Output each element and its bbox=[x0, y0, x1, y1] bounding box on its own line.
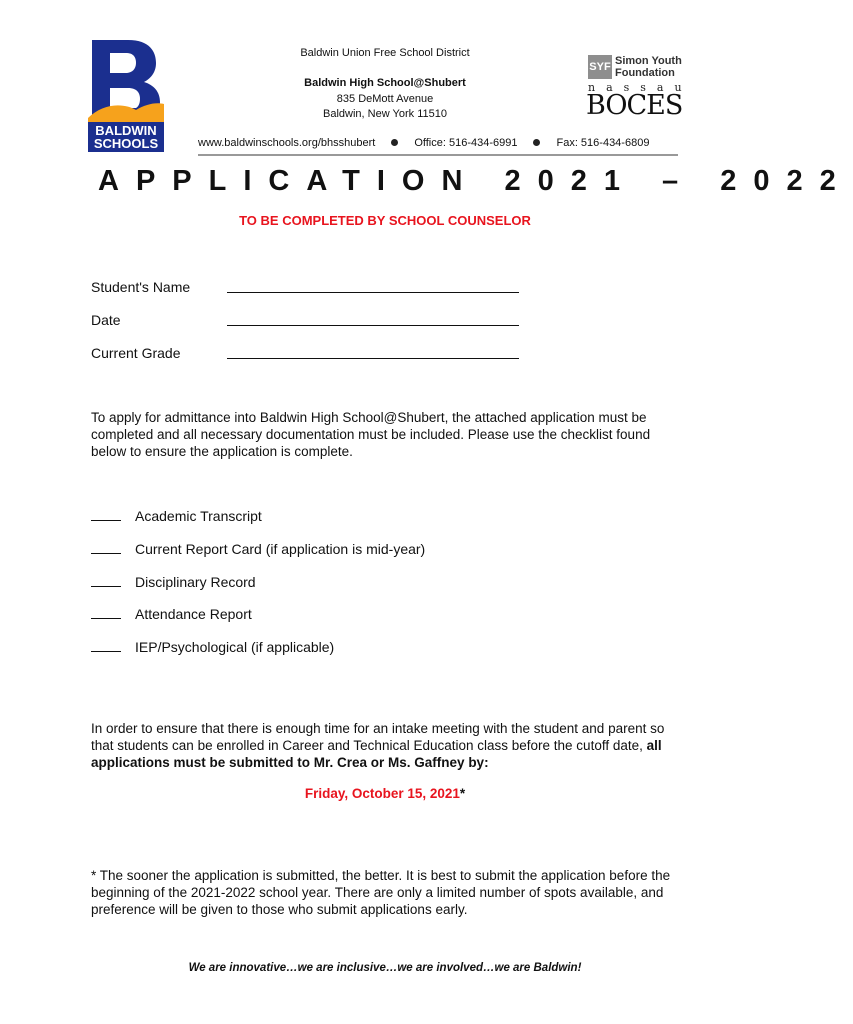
bullet-icon bbox=[391, 139, 398, 146]
syf-line2: Foundation bbox=[615, 67, 675, 79]
deadline-paragraph bbox=[91, 720, 681, 771]
grade-field[interactable] bbox=[227, 358, 519, 359]
district-name: Baldwin Union Free School District bbox=[300, 47, 470, 59]
check-blank[interactable] bbox=[91, 606, 121, 619]
date-field[interactable] bbox=[227, 325, 519, 326]
check-blank[interactable] bbox=[91, 541, 121, 554]
student-name-field[interactable] bbox=[227, 292, 519, 293]
checklist-item bbox=[91, 574, 256, 590]
website-link[interactable]: www.baldwinschools.org/bhsshubert bbox=[198, 137, 376, 149]
checklist-item bbox=[91, 541, 425, 557]
check-blank[interactable] bbox=[91, 639, 121, 652]
baldwin-logo bbox=[88, 38, 164, 152]
deadline-star: * bbox=[459, 786, 466, 801]
syf-line1: Simon Youth bbox=[615, 55, 682, 67]
checklist-label: Current Report Card (if application is mid-year) bbox=[135, 541, 426, 557]
header-divider bbox=[198, 154, 678, 156]
syf-badge: SYF bbox=[588, 55, 612, 79]
bullet-icon bbox=[533, 139, 540, 146]
student-name-label: Student's Name bbox=[91, 279, 191, 295]
deadline-date bbox=[0, 786, 770, 801]
page-title: APPLICATION 2021 – 2022 bbox=[98, 165, 853, 197]
checklist-label: Attendance Report bbox=[135, 606, 252, 622]
checklist-label: Academic Transcript bbox=[135, 508, 262, 524]
contact-bar bbox=[198, 137, 649, 149]
boces-logo: BOCES bbox=[586, 90, 683, 121]
subtitle: TO BE COMPLETED BY SCHOOL COUNSELOR bbox=[239, 213, 531, 228]
deadline-paragraph-text: In order to ensure that there is enough time for an intake meeting with the student and parent so that students can be enrolled in Career and Technical Education class before the cutoff date, bbox=[91, 721, 665, 753]
checklist-item bbox=[91, 639, 334, 655]
office-phone: Office: 516-434-6991 bbox=[414, 137, 518, 149]
date-label: Date bbox=[91, 312, 121, 328]
checklist-item bbox=[91, 508, 262, 524]
address-line1: 835 DeMott Avenue bbox=[336, 93, 434, 105]
deadline-paragraph-bold: all applications must be submitted to Mr. Crea or Ms. Gaffney by: bbox=[91, 738, 662, 770]
nassau-text: nassau bbox=[588, 81, 693, 94]
fax-number: Fax: 516-434-6809 bbox=[556, 137, 650, 149]
syf-logo bbox=[588, 55, 682, 81]
checklist-label: Disciplinary Record bbox=[135, 574, 256, 590]
deadline-text: Friday, October 15, 2021 bbox=[304, 786, 460, 801]
check-blank[interactable] bbox=[91, 574, 121, 587]
footnote: * The sooner the application is submitted, the better. It is best to submit the application before the beginning of the 2021-2022 school year. There are only a limited number of spots available, and preference will be given to those who submit applications early. bbox=[91, 868, 671, 917]
logo-word1: BALDWIN bbox=[95, 123, 157, 138]
logo-word2: SCHOOLS bbox=[93, 136, 159, 151]
school-name: Baldwin High School@Shubert bbox=[304, 77, 466, 89]
motto: We are innovative…we are inclusive…we are involved…we are Baldwin! bbox=[188, 962, 582, 974]
checklist-label: IEP/Psychological (if applicable) bbox=[135, 639, 335, 655]
address-line2: Baldwin, New York 11510 bbox=[323, 108, 447, 120]
grade-label: Current Grade bbox=[91, 345, 181, 361]
checklist-item bbox=[91, 606, 252, 622]
check-blank[interactable] bbox=[91, 508, 121, 521]
intro-paragraph: To apply for admittance into Baldwin High School@Shubert, the attached application must be completed and all necessary documentation must be included. Please use the checklist found below to ensure the application is complete. bbox=[91, 410, 651, 459]
baldwin-b-icon bbox=[88, 38, 164, 152]
